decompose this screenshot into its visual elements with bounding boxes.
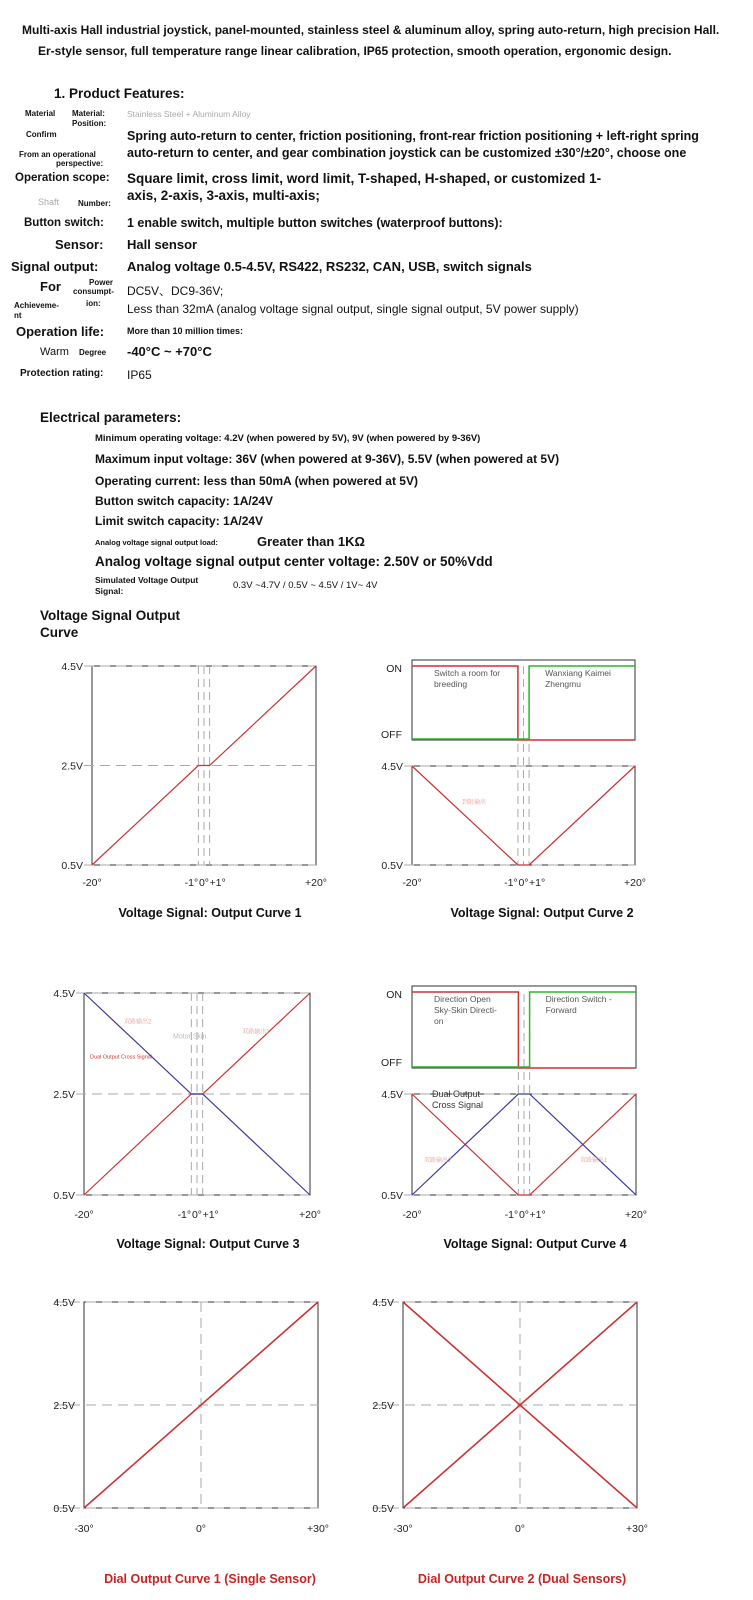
max-voltage: Maximum input voltage: 36V (when powered at 9-36V), 5.5V (when powered at 5V)	[95, 452, 560, 466]
position-value-1: Spring auto-return to center, friction positioning, front-rear friction positioning + left-right spring	[127, 129, 699, 143]
perspective-label: From an operational	[19, 150, 96, 159]
chart3-x-tick: +20°	[298, 1209, 322, 1221]
power-label-2: consumpt-	[73, 287, 114, 296]
life-value: More than 10 million times:	[127, 326, 244, 336]
chart3-x-tick: -20°	[74, 1209, 94, 1221]
chart3-title: Voltage Signal: Output Curve 3	[116, 1237, 300, 1251]
power-value: DC5V、DC9-36V;	[127, 284, 224, 298]
chart3-x-tick: +1°	[202, 1209, 219, 1221]
features-title: 1. Product Features:	[54, 86, 185, 101]
confirm-label: Confirm	[26, 130, 57, 139]
chart4-annotation-2: Cross Signal	[432, 1100, 484, 1110]
chart4-switch-left-text-2: Sky-Skin Directi-	[434, 1005, 497, 1015]
min-voltage: Minimum operating voltage: 4.2V (when powered by 5V), 9V (when powered by 9-36V)	[95, 433, 481, 444]
chart2-title: Voltage Signal: Output Curve 2	[450, 906, 634, 920]
current-value: Less than 32mA (analog voltage signal output, single signal output, 5V power supply)	[127, 302, 579, 316]
chart4-annotation-1: Dual Output	[432, 1089, 481, 1099]
chart1-x-tick: 0°	[198, 877, 210, 889]
chart4-x-tick: -20°	[402, 1209, 422, 1221]
shaft-label: Shaft	[38, 197, 60, 207]
degree-label: Degree	[79, 348, 107, 357]
number-label: Number:	[78, 199, 111, 208]
chart2-switch-left-text-2: breeding	[434, 679, 468, 689]
chart3-x-tick: -1°	[177, 1209, 192, 1221]
chart2-x-tick: +1°	[528, 877, 546, 889]
position-value-2: auto-return to center, and gear combination joystick can be customized ±30°/±20°, choose one	[127, 146, 687, 160]
protection-label: Protection rating:	[20, 368, 104, 379]
chart2-x-tick: 0°	[518, 877, 529, 889]
chart6-x-tick: -30°	[393, 1523, 413, 1535]
intro-line-2: Er-style sensor, full temperature range linear calibration, IP65 protection, smooth operation, ergonomic design.	[38, 44, 672, 58]
temperature-value: -40°C ~ +70°C	[127, 344, 212, 359]
sim-value: 0.3V ~4.7V / 0.5V ~ 4.5V / 1V~ 4V	[233, 580, 378, 591]
chart5-x-tick: +30°	[306, 1523, 330, 1535]
curve-section-title: Voltage Signal Output	[40, 608, 180, 623]
chart3-faint-mid: Motor Skin	[173, 1033, 207, 1041]
protection-value: IP65	[127, 368, 152, 382]
chart5-y-tick: 2.5V	[53, 1400, 75, 1412]
position-label: Position:	[72, 119, 107, 128]
signal-output-value: Analog voltage 0.5-4.5V, RS422, RS232, CAN, USB, switch signals	[127, 259, 532, 274]
chart4-x-tick: 0°	[518, 1209, 530, 1221]
chart2-x-tick: -20°	[402, 877, 422, 889]
power-label-3: ion:	[86, 299, 101, 308]
chart5-x-tick: -30°	[74, 1523, 94, 1535]
chart4-x-tick: +20°	[624, 1209, 648, 1221]
chart5-y-tick: 0.5V	[53, 1503, 75, 1515]
sim-label-2: Signal:	[95, 586, 124, 596]
chart2-on-label: ON	[386, 663, 402, 675]
chart4-y-tick: 4.5V	[381, 1089, 403, 1101]
chart5-y-tick: 4.5V	[53, 1297, 75, 1309]
load-label: Analog voltage signal output load:	[95, 538, 218, 547]
chart4-title: Voltage Signal: Output Curve 4	[443, 1237, 627, 1251]
chart3-faint-left: 双路输出2	[124, 1019, 152, 1026]
chart2-x-tick: +20°	[623, 877, 647, 889]
chart1-y-tick: 4.5V	[61, 661, 83, 673]
chart4-faint-right: 双路输出1	[580, 1158, 608, 1165]
chart1-x-tick: +1°	[209, 877, 226, 889]
warm-label: Warm	[40, 346, 69, 358]
chart4-y-tick: 0.5V	[381, 1190, 403, 1202]
chart2-switch-right-text: Wanxiang Kaimei	[545, 668, 611, 678]
curve-section-title-2: Curve	[40, 625, 79, 640]
chart3-y-tick: 4.5V	[53, 988, 75, 1000]
chart2-y-tick: 4.5V	[381, 761, 403, 773]
material-value: Stainless Steel + Aluminum Alloy	[127, 109, 251, 119]
chart1-x-tick: -20°	[82, 877, 102, 889]
chart3-y-tick: 2.5V	[53, 1089, 75, 1101]
chart2-x-tick: -1°	[504, 877, 518, 889]
scope-value-2: axis, 2-axis, 3-axis, multi-axis;	[127, 188, 320, 203]
chart1-x-tick: -1°	[184, 877, 199, 889]
chart4-switch-left-text-3: on	[434, 1016, 444, 1026]
sensor-value: Hall sensor	[127, 237, 198, 252]
chart5-x-tick: 0°	[195, 1523, 207, 1535]
chart1-y-tick: 2.5V	[61, 760, 83, 773]
chart6-x-tick: 0°	[514, 1523, 526, 1535]
chart1-title: Voltage Signal: Output Curve 1	[118, 906, 302, 920]
sensor-label: Sensor:	[55, 237, 104, 252]
chart3-y-tick: 0.5V	[53, 1190, 75, 1202]
chart6-x-tick: +30°	[625, 1523, 649, 1535]
signal-output-label: Signal output:	[11, 259, 99, 274]
achievement-label: Achieveme-	[14, 301, 59, 310]
chart6-y-tick: 4.5V	[372, 1297, 394, 1309]
operating-current: Operating current: less than 50mA (when powered at 5V)	[95, 474, 418, 488]
achievement-label-2: nt	[14, 311, 22, 320]
chart4-switch-left-text: Direction Open	[434, 994, 491, 1004]
perspective-label-2: perspective:	[56, 159, 104, 168]
chart2-off-label: OFF	[381, 729, 402, 741]
scope-value-1: Square limit, cross limit, word limit, T-shaped, H-shaped, or customized 1-	[127, 171, 602, 186]
chart4-on-label: ON	[386, 989, 402, 1001]
material-label: Material	[25, 109, 56, 118]
sim-label-1: Simulated Voltage Output	[95, 575, 199, 585]
chart4-faint-left: 双路输出2	[424, 1158, 452, 1165]
chart4-x-tick: -1°	[504, 1209, 519, 1221]
button-switch-value: 1 enable switch, multiple button switches (waterproof buttons):	[127, 216, 503, 230]
chart2-switch-left-text: Switch a room for	[434, 668, 501, 678]
chart6-y-tick: 2.5V	[372, 1400, 394, 1412]
power-label-1: Power	[89, 278, 114, 287]
chart4-off-label: OFF	[381, 1057, 402, 1069]
chart2-faint-label: 到限输出	[462, 800, 487, 806]
electrical-title: Electrical parameters:	[40, 410, 182, 425]
scope-label: Operation scope:	[15, 172, 110, 184]
button-capacity: Button switch capacity: 1A/24V	[95, 494, 274, 508]
chart2-y-tick: 0.5V	[381, 860, 403, 872]
chart1-y-tick: 0.5V	[61, 860, 83, 872]
for-label: For	[40, 279, 61, 294]
chart3-faint-right: 双路输出1	[242, 1029, 270, 1036]
button-switch-label: Button switch:	[24, 217, 104, 229]
chart6-title: Dial Output Curve 2 (Dual Sensors)	[417, 1572, 627, 1586]
chart6-y-tick: 0.5V	[372, 1503, 394, 1515]
chart5-title: Dial Output Curve 1 (Single Sensor)	[104, 1572, 316, 1586]
chart2-switch-right-text-2: Zhengmu	[545, 679, 581, 689]
center-voltage: Analog voltage signal output center voltage: 2.50V or 50%Vdd	[95, 554, 493, 569]
chart1-x-tick: +20°	[304, 877, 328, 889]
chart4-switch-right-text-2: Forward	[545, 1005, 577, 1015]
limit-capacity: Limit switch capacity: 1A/24V	[95, 514, 264, 528]
chart4-x-tick: +1°	[529, 1209, 546, 1221]
intro-line-1: Multi-axis Hall industrial joystick, panel-mounted, stainless steel & aluminum alloy, spring auto-return, high precision Hall.	[22, 23, 720, 37]
chart3-annotation-cross: Dual Output Cross Signal	[90, 1054, 153, 1061]
load-value: Greater than 1KΩ	[257, 534, 365, 549]
material-label-2: Material:	[72, 109, 105, 118]
chart3-x-tick: 0°	[191, 1209, 203, 1221]
chart4-switch-right-text: Direction Switch -	[545, 994, 612, 1004]
life-label: Operation life:	[16, 324, 105, 339]
